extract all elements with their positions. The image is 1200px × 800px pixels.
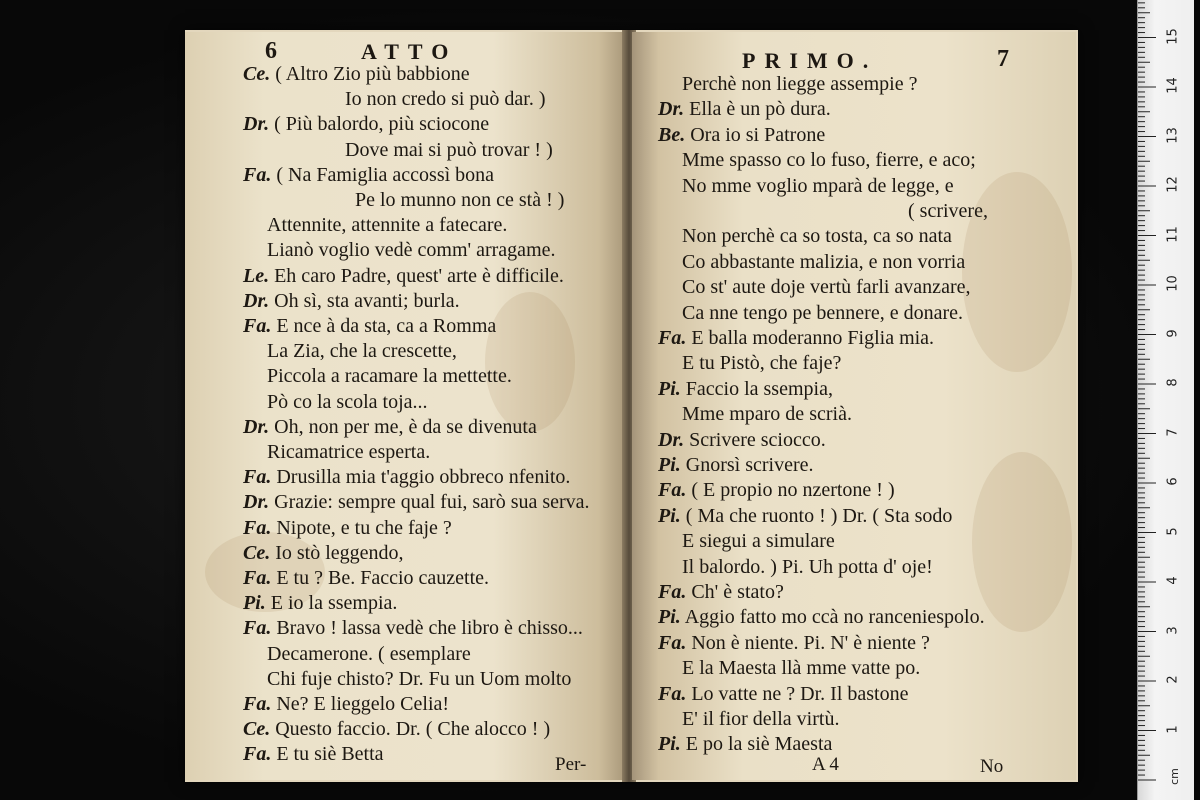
line-text: Oh sì, sta avanti; burla. [274,289,460,312]
text-line [243,314,496,338]
text-line [267,339,457,363]
text-line [243,742,384,766]
speaker-abbrev: Ce. [243,63,271,85]
line-text: E tu ? Be. Faccio cauzette. [276,567,490,589]
line-text: Chi fuje chisto? Dr. Fu un Uom molto [267,667,572,690]
text-line [243,289,460,313]
text-line [682,275,970,299]
speaker-abbrev: Le. [243,264,270,287]
ruler-number: 7 [1165,427,1181,437]
ruler-number: 6 [1165,477,1181,486]
text-line [267,390,428,414]
speaker-abbrev: Fa. [243,315,272,337]
text-line [658,123,825,147]
text-line [682,224,952,248]
speaker-abbrev: Pi. [658,454,681,476]
speaker-abbrev: Fa. [243,466,272,489]
text-line [243,516,452,540]
ruler-number: 14 [1165,77,1181,94]
line-text: Lo vatte ne ? Dr. Il bastone [691,682,909,705]
speaker-abbrev: Fa. [243,516,272,539]
text-line [658,326,934,350]
ruler-number: 2 [1165,675,1181,684]
text-line [658,732,832,756]
text-line [345,87,546,111]
speaker-abbrev: Pi. [243,592,266,615]
catchword-right: No [980,756,1004,777]
ruler-number: 11 [1165,225,1181,243]
line-text: Questo faccio. Dr. ( Che alocco ! ) [275,718,551,741]
line-text: ( E propio no nzertone ! ) [691,479,895,502]
speaker-abbrev: Pi. [658,606,681,629]
speaker-abbrev: Fa. [243,163,272,186]
text-line [243,692,449,716]
text-line [658,631,930,655]
text-line [682,301,963,325]
line-text: ( Altro Zio più babbione [275,63,470,85]
line-text: Scrivere sciocco. [689,428,826,451]
text-line [658,377,833,401]
line-text: Oh, non per me, è da se divenuta [274,415,537,438]
text-line [243,415,537,439]
speaker-abbrev: Pi. [658,377,681,400]
line-text: Dove mai si può trovar ! ) [345,138,553,161]
running-head-left: ATTO [361,39,458,64]
line-text: Attennite, attennite a fatecare. [267,214,508,237]
speaker-abbrev: Dr. [243,415,270,438]
text-line [658,478,895,502]
speaker-abbrev: Be. [658,123,686,146]
text-line [267,213,507,237]
line-text: Mme spasso co lo fuso, fierre, e aco; [682,149,976,172]
ruler-number: 13 [1165,126,1181,144]
text-line [908,199,988,223]
right-page [632,32,1076,780]
text-line [682,250,965,274]
line-text: No mme voglio mparà de legge, e [682,174,954,197]
line-text: E nce à da sta, ca a Romma [276,315,497,337]
ruler-number: 1 [1165,724,1181,734]
ruler-number: 9 [1165,328,1181,338]
speaker-abbrev: Dr. [243,491,270,514]
text-line [682,402,852,426]
line-text: ( scrivere, [908,200,988,222]
speaker-abbrev: Fa. [243,617,272,640]
line-text: Il balordo. ) Pi. Uh potta d' oje! [682,555,933,578]
text-line [267,642,471,666]
foxing-stain [972,452,1072,632]
ruler-number: 4 [1165,576,1181,585]
speaker-abbrev: Dr. [658,98,685,121]
speaker-abbrev: Pi. [658,504,681,527]
line-text: E' il fior della virtù. [682,708,840,730]
ruler-number: 15 [1165,27,1181,45]
speaker-abbrev: Fa. [243,693,272,715]
text-line [243,264,564,288]
speaker-abbrev: Ce. [243,718,271,741]
text-line [243,566,489,590]
text-line [243,541,404,565]
text-line [243,717,550,741]
line-text: ( Na Famiglia accossì bona [276,163,495,186]
text-line [658,580,784,604]
line-text: Aggio fatto mo ccà no ranceniespolo. [684,606,985,629]
line-text: E balla moderanno Figlia mia. [691,327,935,349]
line-text: Ora io si Patrone [690,123,826,146]
text-line [243,465,570,489]
line-text: ( Ma che ruonto ! ) Dr. ( Sta sodo [685,504,953,527]
line-text: Ca nne tengo pe bennere, e donare. [682,301,963,324]
text-line [345,138,553,162]
line-text: Io non credo si può dar. ) [345,88,546,111]
ruler-number: 10 [1165,275,1181,292]
speaker-abbrev: Dr. [243,113,270,136]
text-line [658,428,826,452]
line-text: Co st' aute doje vertù farli avanzare, [682,276,971,299]
line-text: Piccola a racamare la mettette. [267,365,512,388]
line-text: Perchè non liegge assempie ? [682,73,918,95]
text-line [243,490,590,514]
line-text: E tu Pistò, che faje? [682,352,842,375]
line-text: E tu siè Betta [276,743,384,766]
speaker-abbrev: Fa. [243,567,272,589]
line-text: Non perchè ca so tosta, ca so nata [682,225,952,248]
book-spread [185,30,1078,782]
text-line [658,453,814,477]
text-line [682,174,954,198]
text-line [243,616,583,640]
signature-mark: A 4 [812,754,839,775]
line-text: Eh caro Padre, quest' arte è difficile. [274,264,564,287]
line-text: E la Maesta llà mme vatte po. [682,657,921,680]
speaker-abbrev: Dr. [658,428,685,451]
line-text: ( Più balordo, più sciocone [274,113,490,136]
ruler-number: 12 [1165,176,1181,193]
line-text: Lianò voglio vedè comm' arragame. [267,239,556,262]
line-text: Mme mparo de scrià. [682,403,852,426]
line-text: E io la ssempia. [270,592,398,615]
speaker-abbrev: Dr. [243,289,270,312]
text-line [243,112,489,136]
speaker-abbrev: Fa. [243,743,272,766]
speaker-abbrev: Pi. [658,733,681,756]
page-number-right: 7 [997,46,1009,72]
line-text: Ch' è stato? [691,581,784,603]
text-line [682,555,933,579]
line-text: Gnorsì scrivere. [685,454,814,476]
line-text: Ricamatrice esperta. [267,441,431,463]
page-number-left: 6 [265,38,277,64]
text-line [682,707,839,731]
line-text: Faccio la ssempia, [685,377,833,400]
speaker-abbrev: Ce. [243,541,271,564]
ruler-number: 8 [1165,378,1181,387]
line-text: Drusilla mia t'aggio obbreco nfenito. [276,466,571,489]
text-line [355,188,564,212]
speaker-abbrev: Fa. [658,327,687,349]
ruler-unit-label: cm [1167,768,1181,785]
speaker-abbrev: Fa. [658,682,687,705]
line-text: E siegui a simulare [682,530,835,553]
text-line [658,605,985,629]
text-line [682,148,976,172]
speaker-abbrev: Fa. [658,581,687,603]
text-line [267,238,556,262]
text-line [682,351,841,375]
line-text: Io stò leggendo, [275,541,404,564]
line-text: Ella è un pò dura. [689,98,831,121]
line-text: Bravo ! lassa vedè che libro è chisso... [276,617,583,640]
line-text: Nipote, e tu che faje ? [276,516,452,539]
text-line [243,62,470,86]
line-text: La Zia, che la crescette, [267,340,457,363]
text-line [267,667,571,691]
text-line [658,97,831,121]
text-line [658,504,952,528]
text-line [243,591,397,615]
running-head-right: PRIMO. [742,48,878,73]
line-text: Non è niente. Pi. N' è niente ? [691,631,930,654]
line-text: Co abbastante malizia, e non vorria [682,250,966,273]
text-line [682,529,835,553]
measurement-ruler [1137,0,1194,800]
speaker-abbrev: Fa. [658,631,687,654]
line-text: Decamerone. ( esemplare [267,642,471,665]
line-text: Pe lo munno non ce stà ! ) [355,189,565,211]
ruler-number: 3 [1165,625,1181,635]
line-text: Pò co la scola toja... [267,390,428,413]
foxing-stain [485,292,575,432]
text-line [267,440,430,464]
speaker-abbrev: Fa. [658,479,687,502]
left-page [185,32,625,780]
catchword-left: Per- [555,754,587,775]
text-line [682,72,917,96]
ruler-number: 5 [1165,526,1181,536]
line-text: Ne? E lieggelo Celia! [276,693,450,715]
text-line [267,364,512,388]
text-line [658,682,909,706]
line-text: Grazie: sempre qual fui, sarò sua serva. [274,491,590,514]
text-line [243,163,494,187]
text-line [682,656,920,680]
line-text: E po la siè Maesta [685,733,833,756]
